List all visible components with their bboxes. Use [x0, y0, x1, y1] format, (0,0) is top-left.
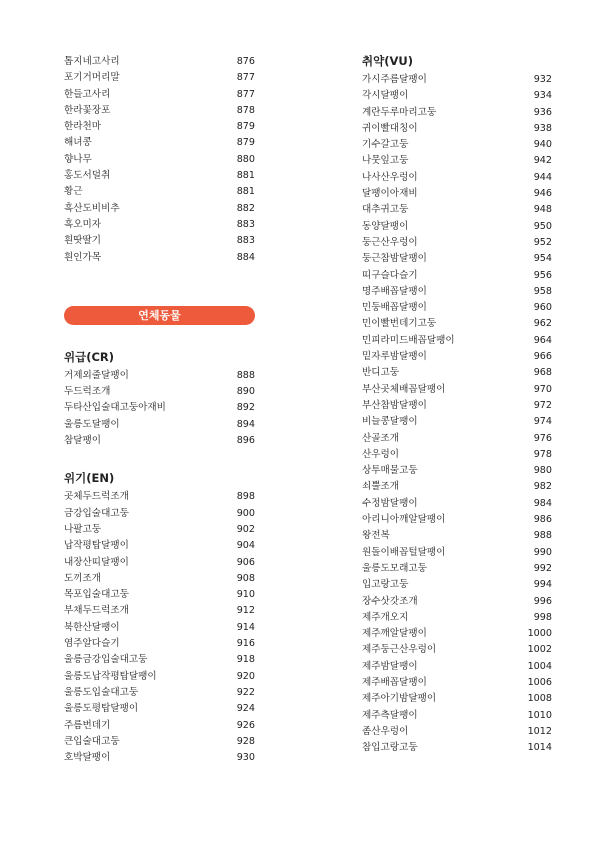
- entry-name: 왕전복: [362, 530, 390, 542]
- index-entry: [64, 620, 255, 636]
- entry-name: 나팔고둥: [64, 523, 102, 535]
- entry-page-number: 928: [236, 735, 255, 747]
- entry-page-number: 930: [236, 752, 255, 764]
- category-heading-en: 위기(EN): [64, 471, 115, 486]
- entry-page-number: 926: [236, 719, 255, 731]
- entry-name: 울릉도입술대고둥: [64, 686, 139, 698]
- entry-name: 산우렁이: [362, 448, 400, 460]
- entry-page-number: 994: [533, 579, 552, 591]
- entry-name: 흑오미자: [64, 218, 102, 230]
- index-entry: [64, 685, 255, 701]
- index-entry: [64, 119, 255, 135]
- entry-page-number: 900: [236, 507, 255, 519]
- entry-page-number: 978: [533, 448, 552, 460]
- index-entry: [362, 284, 552, 300]
- index-entry: [362, 137, 552, 153]
- entry-name: 원돌이배꼽털달팽이: [362, 546, 446, 558]
- index-entry: [362, 349, 552, 365]
- index-entry: [64, 750, 255, 766]
- entry-name: 흰땃딸기: [64, 235, 102, 247]
- entry-name: 울릉도모래고둥: [362, 562, 427, 574]
- index-entry: [64, 433, 255, 449]
- entry-name: 흑산도비비추: [64, 202, 120, 214]
- entry-page-number: 964: [533, 334, 552, 346]
- index-entry: [64, 506, 255, 522]
- index-column-left: [64, 54, 255, 766]
- index-entry: [64, 603, 255, 619]
- entry-page-number: 894: [236, 418, 255, 430]
- entry-page-number: 972: [533, 399, 552, 411]
- entry-name: 둥근산우렁이: [362, 236, 418, 248]
- index-entry: [64, 718, 255, 734]
- index-entry: [362, 235, 552, 251]
- index-entry: [362, 72, 552, 88]
- entry-page-number: 910: [236, 589, 255, 601]
- entry-page-number: 914: [236, 621, 255, 633]
- entry-page-number: 883: [236, 218, 255, 230]
- index-entry: [362, 170, 552, 186]
- entry-name: 염주알다슬기: [64, 638, 120, 650]
- entry-name: 흰인가목: [64, 251, 102, 263]
- entry-page-number: 877: [236, 88, 255, 100]
- entry-name: 부산곳체배꼽달팽이: [362, 383, 446, 395]
- index-entry: [362, 626, 552, 642]
- entry-page-number: 1004: [527, 660, 552, 672]
- index-entry: [362, 382, 552, 398]
- entry-page-number: 944: [533, 171, 552, 183]
- index-entry: [362, 219, 552, 235]
- index-entry: [362, 365, 552, 381]
- entry-page-number: 924: [236, 703, 255, 715]
- entry-name: 울릉도평탑달팽이: [64, 703, 139, 715]
- entry-page-number: 976: [533, 432, 552, 444]
- entry-page-number: 908: [236, 572, 255, 584]
- index-entry: [64, 652, 255, 668]
- index-entry: [362, 496, 552, 512]
- entry-page-number: 920: [236, 670, 255, 682]
- entry-page-number: 890: [236, 386, 255, 398]
- index-entry: [362, 88, 552, 104]
- entry-page-number: 954: [533, 253, 552, 265]
- entry-name: 둥근참밤달팽이: [362, 253, 427, 265]
- entry-page-number: 980: [533, 465, 552, 477]
- entry-page-number: 942: [533, 155, 552, 167]
- entry-name: 제주밤달팽이: [362, 660, 418, 672]
- entry-name: 부채두드럭조개: [64, 605, 129, 617]
- index-entry: [64, 54, 255, 70]
- entry-page-number: 880: [236, 153, 255, 165]
- entry-name: 기수갈고둥: [362, 139, 409, 151]
- entry-page-number: 962: [533, 318, 552, 330]
- entry-name: 큰입술대고둥: [64, 735, 120, 747]
- entry-name: 한라천마: [64, 121, 102, 133]
- entry-page-number: 970: [533, 383, 552, 395]
- entry-name: 호박달팽이: [64, 752, 111, 764]
- entry-name: 부산참밤달팽이: [362, 399, 427, 411]
- list-en: [64, 489, 255, 766]
- entry-page-number: 881: [236, 170, 255, 182]
- entry-page-number: 892: [236, 402, 255, 414]
- entry-name: 주름번데기: [64, 719, 111, 731]
- entry-page-number: 968: [533, 367, 552, 379]
- index-entry: [362, 268, 552, 284]
- index-entry: [362, 610, 552, 626]
- entry-page-number: 878: [236, 104, 255, 116]
- entry-page-number: 984: [533, 497, 552, 509]
- index-entry: [64, 135, 255, 151]
- entry-name: 해녀콩: [64, 137, 92, 149]
- entry-name: 북한산달팽이: [64, 621, 120, 633]
- entry-page-number: 906: [236, 556, 255, 568]
- entry-name: 납작평탑달팽이: [64, 540, 129, 552]
- index-entry: [64, 400, 255, 416]
- index-entry: [64, 417, 255, 433]
- entry-page-number: 992: [533, 562, 552, 574]
- entry-name: 울릉도달팽이: [64, 418, 120, 430]
- entry-name: 나사산우렁이: [362, 171, 418, 183]
- entry-page-number: 940: [533, 139, 552, 151]
- index-entry: [64, 217, 255, 233]
- index-entry: [362, 105, 552, 121]
- entry-name: 제주둥근산우렁이: [362, 644, 437, 656]
- entry-page-number: 990: [533, 546, 552, 558]
- index-entry: [64, 384, 255, 400]
- index-entry: [362, 447, 552, 463]
- index-entry: [64, 70, 255, 86]
- index-entry: [64, 87, 255, 103]
- entry-name: 향나무: [64, 153, 92, 165]
- entry-name: 좀산우렁이: [362, 725, 409, 737]
- index-entry: [362, 414, 552, 430]
- entry-page-number: 904: [236, 540, 255, 552]
- entry-page-number: 1010: [527, 709, 552, 721]
- entry-page-number: 1002: [527, 644, 552, 656]
- index-entry: [362, 594, 552, 610]
- list-cr: [64, 368, 255, 449]
- entry-name: 귀이빨대칭이: [362, 122, 418, 134]
- entry-page-number: 966: [533, 351, 552, 363]
- entry-page-number: 934: [533, 90, 552, 102]
- index-entry: [64, 233, 255, 249]
- entry-page-number: 946: [533, 188, 552, 200]
- entry-name: 비늘콩달팽이: [362, 416, 418, 428]
- entry-page-number: 950: [533, 220, 552, 232]
- entry-page-number: 881: [236, 186, 255, 198]
- index-entry: [362, 675, 552, 691]
- entry-name: 내장산띠달팽이: [64, 556, 129, 568]
- index-entry: [362, 708, 552, 724]
- index-entry: [362, 528, 552, 544]
- entry-page-number: 896: [236, 435, 255, 447]
- index-entry: [64, 489, 255, 505]
- entry-page-number: 938: [533, 122, 552, 134]
- entry-page-number: 932: [533, 74, 552, 85]
- entry-name: 참입고랑고둥: [362, 742, 418, 754]
- index-entry: [362, 316, 552, 332]
- entry-name: 산골조개: [362, 432, 400, 444]
- index-entry: [64, 734, 255, 750]
- entry-page-number: 884: [236, 251, 255, 263]
- index-entry: [362, 398, 552, 414]
- entry-page-number: 956: [533, 269, 552, 281]
- entry-page-number: 958: [533, 285, 552, 297]
- entry-name: 계란두루마리고둥: [362, 106, 437, 118]
- index-entry: [64, 555, 255, 571]
- entry-name: 띠구슬다슬기: [362, 269, 418, 281]
- entry-page-number: 918: [236, 654, 255, 666]
- entry-name: 두타산입술대고둥아재비: [64, 402, 166, 414]
- index-entry: [362, 577, 552, 593]
- index-entry: [64, 701, 255, 717]
- entry-page-number: 936: [533, 106, 552, 118]
- entry-page-number: 1000: [527, 628, 552, 640]
- entry-name: 밑자루밤달팽이: [362, 351, 427, 363]
- entry-name: 홍도서덜취: [64, 170, 111, 182]
- index-entry: [362, 724, 552, 740]
- index-entry: [64, 168, 255, 184]
- index-entry: [362, 561, 552, 577]
- index-entry: [362, 186, 552, 202]
- index-entry: [362, 333, 552, 349]
- index-column-right: [362, 53, 552, 756]
- index-entry: [64, 636, 255, 652]
- index-entry: [362, 153, 552, 169]
- entry-page-number: 1008: [527, 693, 552, 705]
- entry-name: 금강입술대고둥: [64, 507, 129, 519]
- entry-name: 민둥배꼽달팽이: [362, 302, 427, 314]
- entry-name: 쇠뿔조개: [362, 481, 400, 493]
- entry-name: 달팽이아재비: [362, 188, 418, 200]
- entry-name: 울릉금강입술대고둥: [64, 654, 148, 666]
- entry-name: 황근: [64, 186, 83, 198]
- entry-page-number: 902: [236, 523, 255, 535]
- index-entry: [64, 201, 255, 217]
- entry-page-number: 883: [236, 235, 255, 247]
- index-entry: [362, 251, 552, 267]
- entry-page-number: 888: [236, 369, 255, 381]
- entry-page-number: 876: [236, 56, 255, 67]
- entry-page-number: 974: [533, 416, 552, 428]
- entry-page-number: 952: [533, 236, 552, 248]
- index-entry: [362, 642, 552, 658]
- entry-page-number: 879: [236, 121, 255, 133]
- section-banner-mollusks: 연체동물: [64, 306, 255, 325]
- index-entry: [64, 538, 255, 554]
- entry-page-number: 996: [533, 595, 552, 607]
- entry-name: 장수삿갓조개: [362, 595, 418, 607]
- entry-name: 한라꽃장포: [64, 104, 111, 116]
- index-entry: [362, 545, 552, 561]
- index-entry: [64, 103, 255, 119]
- index-entry: [64, 571, 255, 587]
- entry-page-number: 916: [236, 638, 255, 650]
- entry-page-number: 998: [533, 611, 552, 623]
- entry-name: 대추귀고둥: [362, 204, 409, 216]
- index-entry: [64, 184, 255, 200]
- entry-name: 나뭇잎고둥: [362, 155, 409, 167]
- category-heading-cr: 위급(CR): [64, 349, 115, 364]
- entry-name: 아리니아깨알달팽이: [362, 514, 446, 526]
- index-entry: [362, 659, 552, 675]
- entry-name: 민이빨번데기고둥: [362, 318, 437, 330]
- index-entry: [362, 121, 552, 137]
- entry-name: 반디고둥: [362, 367, 400, 379]
- index-entry: [64, 152, 255, 168]
- index-entry: [362, 691, 552, 707]
- entry-name: 민피라미드배꼽달팽이: [362, 334, 455, 346]
- entry-page-number: 982: [533, 481, 552, 493]
- index-entry: [362, 479, 552, 495]
- entry-page-number: 922: [236, 686, 255, 698]
- entry-page-number: 988: [533, 530, 552, 542]
- index-entry: [362, 512, 552, 528]
- entry-name: 제주개오지: [362, 611, 409, 623]
- entry-page-number: 1012: [527, 725, 552, 737]
- entry-page-number: 986: [533, 514, 552, 526]
- entry-name: 각시달팽이: [362, 90, 409, 102]
- entry-name: 명주배꼽달팽이: [362, 285, 427, 297]
- index-entry: [362, 300, 552, 316]
- entry-name: 울릉도납작평탑달팽이: [64, 670, 157, 682]
- index-entry: [64, 250, 255, 266]
- index-entry: [362, 202, 552, 218]
- entry-name: 한들고사리: [64, 88, 111, 100]
- index-entry: [362, 431, 552, 447]
- list-vu: [362, 72, 552, 756]
- entry-name: 포기거머리말: [64, 72, 120, 84]
- entry-name: 도끼조개: [64, 572, 102, 584]
- index-entry: [64, 522, 255, 538]
- category-heading-vu: 취약(VU): [362, 54, 413, 68]
- entry-name: 참달팽이: [64, 435, 102, 447]
- entry-name: 수정밤달팽이: [362, 497, 418, 509]
- entry-page-number: 948: [533, 204, 552, 216]
- entry-name: 거제외줄달팽이: [64, 369, 129, 381]
- entry-page-number: 882: [236, 202, 255, 214]
- entry-page-number: 1014: [527, 742, 552, 754]
- index-entry: [64, 368, 255, 384]
- entry-page-number: 960: [533, 302, 552, 314]
- entry-name: 곳체두드럭조개: [64, 491, 129, 503]
- entry-name: 제주배꼽달팽이: [362, 676, 427, 688]
- list-continued: [64, 54, 255, 266]
- entry-name: 톱지네고사리: [64, 56, 120, 67]
- entry-page-number: 912: [236, 605, 255, 617]
- entry-page-number: 879: [236, 137, 255, 149]
- index-entry: [362, 740, 552, 756]
- entry-page-number: 1006: [527, 676, 552, 688]
- entry-name: 제주측달팽이: [362, 709, 418, 721]
- entry-name: 제주아기밤달팽이: [362, 693, 437, 705]
- entry-name: 입고랑고둥: [362, 579, 409, 591]
- entry-name: 두드럭조개: [64, 386, 111, 398]
- entry-name: 목포입술대고둥: [64, 589, 129, 601]
- entry-name: 상투매물고둥: [362, 465, 418, 477]
- entry-name: 가시주름달팽이: [362, 74, 427, 85]
- index-entry: [362, 463, 552, 479]
- entry-page-number: 898: [236, 491, 255, 503]
- index-entry: [64, 587, 255, 603]
- entry-name: 제주깨알달팽이: [362, 628, 427, 640]
- index-entry: [64, 669, 255, 685]
- entry-name: 동양달팽이: [362, 220, 409, 232]
- entry-page-number: 877: [236, 72, 255, 84]
